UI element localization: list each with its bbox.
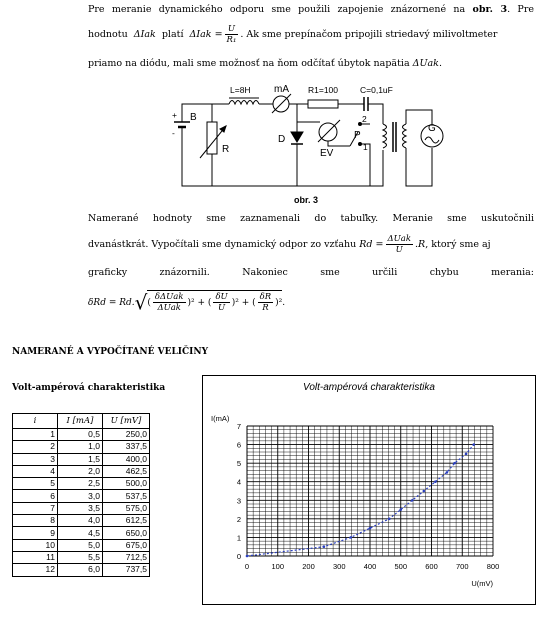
cell-current: 1,0 [58, 441, 103, 453]
cell-voltage: 737,5 [103, 564, 150, 576]
diode-label: D [278, 134, 286, 145]
x-tick-label: 200 [302, 562, 315, 571]
wire-capacitor-transformer [368, 104, 383, 124]
x-tick-label: 0 [244, 562, 250, 571]
para2-line2 [88, 234, 534, 255]
table-row [13, 453, 150, 465]
cell-voltage: 650,0 [103, 527, 150, 539]
inductor-label: L=8H [230, 85, 251, 95]
data-point [411, 499, 414, 502]
table-row [13, 551, 150, 563]
error-end: . [282, 298, 286, 308]
symbol-delta-iak: ΔIak [133, 29, 156, 40]
circuit-diagram [170, 80, 450, 192]
error-formula: δRd = Rd.√( $\frac{\text{δΔUak}}{\text{ΔUak}}$ )² + ( $\frac{\delta U}{U}$ )² + ( $\frac{\delta R}{R}$ )². [88, 290, 286, 315]
cell-voltage: 537,5 [103, 490, 150, 502]
rheostat-arrow-head [220, 126, 226, 132]
cell-voltage: 337,5 [103, 441, 150, 453]
eq-denominator: R₁ [226, 35, 237, 45]
error-fraction-2 [213, 292, 229, 313]
eq-numerator: U [225, 24, 239, 35]
y-tick-label: 0 [236, 552, 241, 561]
error-f3-numerator: δR [259, 292, 272, 302]
resistor-r1 [308, 100, 338, 108]
data-point [472, 443, 475, 446]
rd-tail: .R [415, 239, 426, 250]
error-f1-numerator: δΔUak [154, 292, 184, 302]
table-row [13, 429, 150, 441]
cell-voltage: 500,0 [103, 478, 150, 490]
heading-va-characteristic: Volt-ampérová charakteristika [12, 383, 166, 393]
table-row [13, 478, 150, 490]
y-axis-label: I(mA) [211, 414, 230, 423]
x-tick-label: 100 [271, 562, 285, 571]
x-tick-label: 300 [332, 562, 346, 571]
y-tick-label: 5 [236, 459, 241, 469]
cell-index: 9 [13, 527, 58, 539]
cell-index: 3 [13, 453, 58, 465]
chart-title: Volt-ampérová charakteristika [303, 382, 435, 393]
rheostat-body [207, 122, 217, 154]
data-point [246, 555, 249, 558]
cell-current: 5,5 [58, 551, 103, 563]
cell-current: 5,0 [58, 539, 103, 551]
generator-label: G [428, 123, 436, 134]
battery-minus: - [172, 128, 175, 138]
cell-index: 6 [13, 490, 58, 502]
inductor-coil [229, 101, 259, 105]
para1-intro: Pre meranie dynamického odporu sme použili zapojenie znázornené na [88, 4, 466, 15]
cell-index: 12 [13, 564, 58, 576]
cell-voltage: 250,0 [103, 429, 150, 441]
measurement-table [12, 413, 150, 577]
table-row [13, 527, 150, 539]
battery-plus: + [172, 110, 177, 120]
wire-generator-bottom [406, 148, 432, 186]
chart-svg [203, 376, 535, 604]
x-tick-label: 600 [425, 562, 438, 571]
resistor-label: R1=100 [308, 85, 339, 95]
x-tick-label: 500 [394, 562, 408, 571]
table-row [13, 502, 150, 514]
cell-index: 4 [13, 465, 58, 477]
rd-fraction [386, 234, 414, 255]
para1-line1 [88, 3, 534, 17]
battery-label: B [190, 112, 197, 123]
data-point [349, 536, 352, 539]
cell-current: 4,0 [58, 515, 103, 527]
data-point [388, 518, 391, 521]
cell-index: 11 [13, 551, 58, 563]
cell-current: 0,5 [58, 429, 103, 441]
cell-current: 1,5 [58, 453, 103, 465]
x-tick-label: 400 [363, 562, 377, 571]
voltmeter-label: EV [320, 148, 334, 159]
rd-numerator: ΔUak [387, 234, 412, 244]
data-point [423, 490, 426, 493]
ammeter-label: mA [274, 84, 289, 95]
figure-caption: obr. 3 [294, 195, 319, 205]
cell-index: 10 [13, 539, 58, 551]
para2-line2-text: dvanástkrát. Vypočítali sme dynamický odpor zo vzťahu [88, 239, 357, 250]
para1-line3-text: priamo na diódu, mali sme možnosť na ňom odčítať úbytok napätia [88, 58, 410, 69]
data-point [369, 527, 372, 530]
wire-bottom [182, 132, 370, 186]
generator-wave [425, 137, 439, 143]
error-f1-denominator: ΔUak [157, 303, 181, 313]
para1-intro-end: . Pre [507, 4, 534, 15]
data-point [434, 480, 437, 483]
transformer-primary [383, 124, 387, 148]
rd-denominator: U [395, 245, 403, 255]
cell-index: 2 [13, 441, 58, 453]
error-f2-numerator: δU [215, 292, 228, 302]
rd-lhs: Rd = [359, 239, 384, 250]
y-tick-label: 4 [236, 477, 241, 487]
col-header-current: I [mA] [58, 414, 103, 429]
cell-current: 3,0 [58, 490, 103, 502]
cell-voltage: 575,0 [103, 502, 150, 514]
error-f2-denominator: U [217, 303, 226, 313]
para1-line3-end: . [438, 58, 442, 69]
switch-pos-2: 2 [362, 114, 367, 124]
symbol-delta-uak: ΔUak [412, 58, 439, 69]
cell-current: 4,5 [58, 527, 103, 539]
cell-voltage: 612,5 [103, 515, 150, 527]
y-tick-label: 3 [236, 496, 241, 506]
table-row [13, 515, 150, 527]
para1-line2-end: . Ak sme prepínačom pripojili striedavý milivoltmeter [240, 29, 498, 40]
error-lhs: δRd = Rd. [88, 298, 135, 308]
fig-ref: obr. 3 [472, 4, 508, 15]
chart-frame [202, 375, 536, 605]
data-point [323, 545, 326, 548]
col-header-voltage: U [mV] [103, 414, 150, 429]
data-point [465, 453, 468, 456]
cell-current: 6,0 [58, 564, 103, 576]
switch-pos-1: 1 [363, 142, 368, 152]
para1-line3 [88, 57, 534, 71]
cell-voltage: 462,5 [103, 465, 150, 477]
error-fraction-1 [153, 292, 186, 313]
data-point [399, 508, 402, 511]
cell-index: 7 [13, 502, 58, 514]
error-f3-denominator: R [262, 303, 269, 313]
error-fraction-3 [258, 292, 274, 313]
x-tick-label: 700 [455, 562, 469, 571]
cell-voltage: 712,5 [103, 551, 150, 563]
wire-transformer-bottom [370, 150, 383, 186]
data-point [453, 462, 456, 465]
wire-generator-top [406, 110, 432, 124]
cell-index: 8 [13, 515, 58, 527]
para2-line1: Namerané hodnoty sme zaznamenali do tabuľky. Meranie sme uskutočnili [88, 213, 534, 224]
ammeter-arrow [272, 94, 291, 113]
cell-current: 3,5 [58, 502, 103, 514]
cell-index: 5 [13, 478, 58, 490]
table-row [13, 564, 150, 576]
diode-triangle [291, 132, 303, 142]
switch-label: P [354, 130, 361, 141]
cell-current: 2,0 [58, 465, 103, 477]
para1-hodnotu: hodnotu [88, 29, 128, 40]
y-tick-label: 2 [236, 514, 241, 524]
cell-voltage: 400,0 [103, 453, 150, 465]
table-row [13, 490, 150, 502]
transformer-secondary [403, 124, 407, 148]
x-tick-label: 800 [486, 562, 500, 571]
table-row [13, 465, 150, 477]
y-tick-label: 7 [236, 422, 241, 431]
eq-lhs: ΔIak = [189, 29, 223, 40]
heading-measured-values: NAMERANÉ A VYPOČÍTANÉ VELIČINY [12, 347, 209, 357]
para2-line3: graficky znázornili. Nakoniec sme určili chybu merania: [88, 267, 534, 278]
data-point [446, 471, 449, 474]
col-header-i: i [13, 414, 58, 429]
table-header-row [13, 414, 150, 429]
para1-plati: platí [161, 29, 184, 40]
rheostat-label: R [222, 144, 230, 155]
cell-voltage: 675,0 [103, 539, 150, 551]
y-tick-label: 1 [236, 533, 241, 543]
x-axis-label: U(mV) [471, 579, 493, 588]
y-tick-label: 6 [236, 440, 241, 450]
table-row [13, 441, 150, 453]
wire-voltmeter-switch [328, 141, 350, 146]
para1-line2 [88, 24, 534, 45]
cell-index: 1 [13, 429, 58, 441]
capacitor-label: C=0,1uF [360, 85, 393, 95]
para2-line2-end: , ktorý sme aj [425, 239, 491, 250]
cell-current: 2,5 [58, 478, 103, 490]
wire-top-left [182, 104, 229, 110]
eq-fraction [225, 24, 239, 45]
table-row [13, 539, 150, 551]
